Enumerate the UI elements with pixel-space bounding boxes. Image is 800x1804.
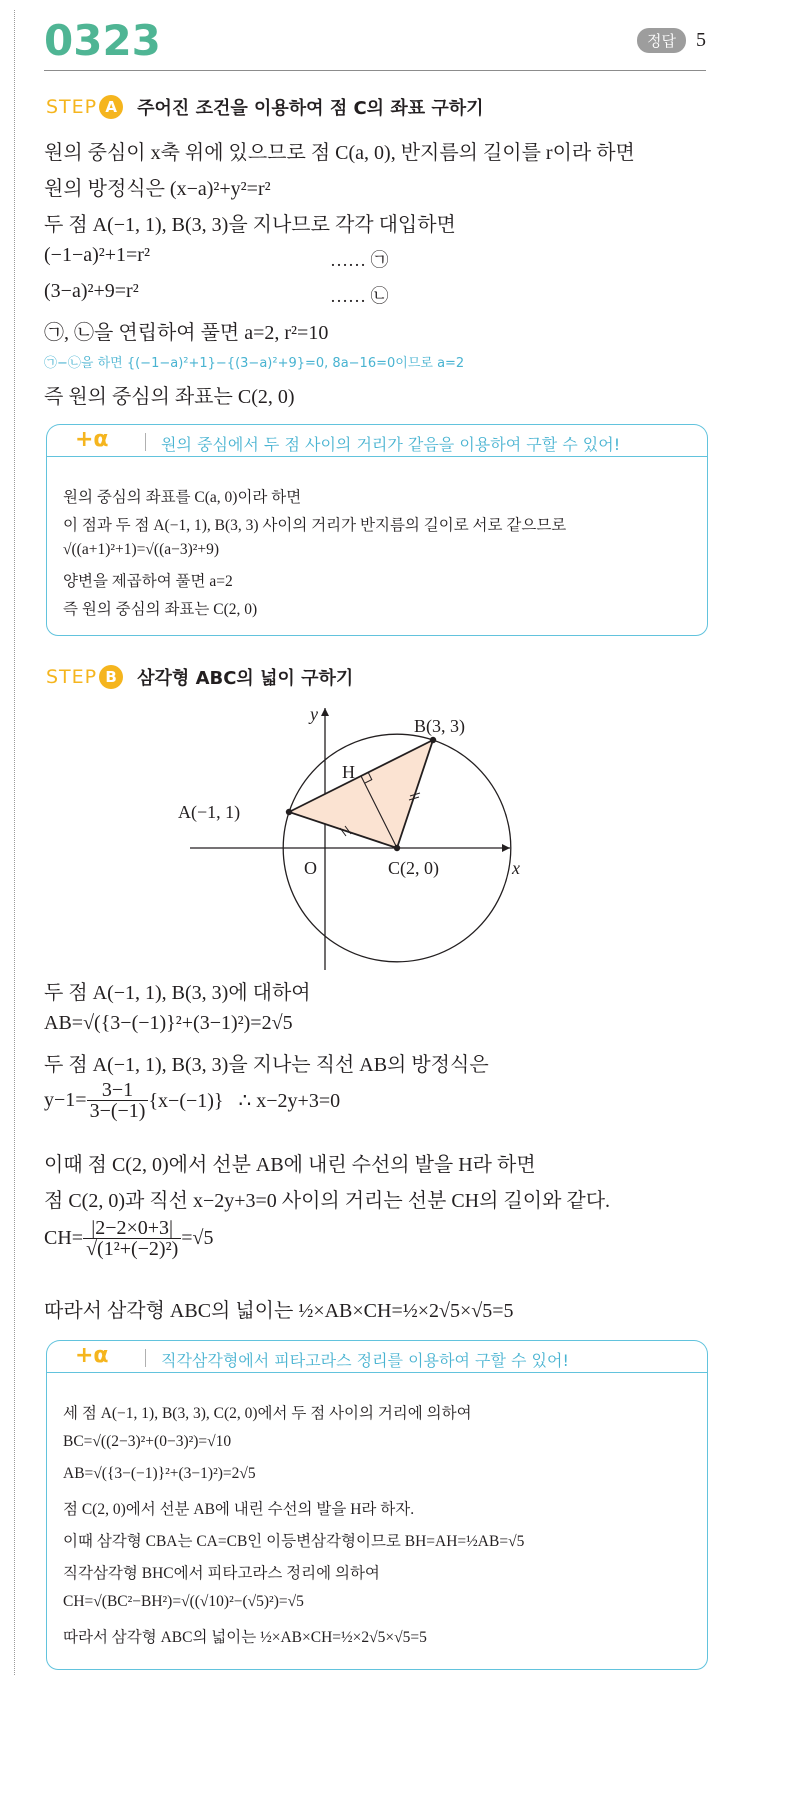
step-b-line-8: 따라서 삼각형 ABC의 넓이는 ½×AB×CH=½×2√5×√5=5 (44, 1300, 514, 1322)
origin-label: O (304, 858, 317, 878)
tip-2-line-7: CH=√(BC²−BH²)=√((√10)²−(√5)²)=√5 (63, 1593, 304, 1610)
equation-2-mark: …… ㉡ (330, 286, 389, 306)
step-a-line-1: 원의 중심이 x축 위에 있으므로 점 C(a, 0), 반지름의 길이를 r이라 하면 (44, 142, 635, 164)
tip-2-line-4: 점 C(2, 0)에서 선분 AB에 내린 수선의 발을 H라 하자. (63, 1501, 415, 1518)
slope-numerator: 3−1 (87, 1080, 149, 1101)
step-b-line-5: 이때 점 C(2, 0)에서 선분 AB에 내린 수선의 발을 H라 하면 (44, 1154, 536, 1176)
tip-1-line-5: 즉 원의 중심의 좌표는 C(2, 0) (63, 601, 258, 618)
question-number: 0323 (44, 16, 161, 65)
slope-denominator: 3−(−1) (89, 1100, 146, 1122)
y-axis-label: y (310, 704, 318, 724)
step-b-line-1: 두 점 A(−1, 1), B(3, 3)에 대하여 (44, 982, 311, 1004)
tip-box-2-title: 직각삼각형에서 피타고라스 정리를 이용하여 구할 수 있어! (161, 1351, 569, 1370)
tip-1-line-1: 원의 중심의 좌표를 C(a, 0)이라 하면 (63, 489, 302, 506)
equation-1-mark: …… ㉠ (330, 250, 389, 270)
distance-fraction (83, 1218, 181, 1259)
step-label: STEP (46, 96, 98, 118)
distance-numerator: |2−2×0+3| (83, 1218, 181, 1239)
plus-alpha-icon: +α (75, 1343, 109, 1368)
point-h-label: H (342, 762, 355, 782)
tip-2-line-2: BC=√((2−3)²+(0−3)²)=√10 (63, 1433, 232, 1450)
step-letter-badge: B (99, 665, 123, 689)
tip-1-line-3: √((a+1)²+1)=√((a−3)²+9) (63, 541, 220, 558)
point-b (430, 737, 436, 743)
tip-2-line-3: AB=√({3−(−1)}²+(3−1)²)=2√5 (63, 1465, 256, 1482)
answer-value: 5 (696, 29, 706, 51)
ch-right: =√5 (181, 1227, 214, 1249)
tip-box-1 (46, 456, 708, 636)
tip-1-line-4: 양변을 제곱하여 풀면 a=2 (63, 573, 233, 590)
line-eq-right: {x−(−1)} ∴ x−2y+3=0 (148, 1090, 341, 1112)
coordinate-figure (178, 700, 550, 970)
margin-dotted-rule (14, 10, 15, 1675)
point-a (286, 809, 292, 815)
tip-2-line-5: 이때 삼각형 CBA는 CA=CB인 이등변삼각형이므로 BH=AH=½AB=√5 (63, 1533, 525, 1550)
step-b-heading (46, 664, 353, 690)
plus-alpha-icon: +α (75, 427, 109, 452)
x-axis-label: x (512, 858, 520, 878)
point-c (394, 845, 400, 851)
line-eq-left: y−1= (44, 1089, 87, 1111)
divider (145, 1349, 146, 1367)
step-letter-badge: A (99, 95, 123, 119)
tip-box-1-title: 원의 중심에서 두 점 사이의 거리가 같음을 이용하여 구할 수 있어! (161, 435, 621, 454)
point-b-label: B(3, 3) (414, 716, 465, 736)
ch-left: CH= (44, 1227, 84, 1249)
distance-denominator: √(1²+(−2)²) (86, 1238, 179, 1260)
tip-2-line-8: 따라서 삼각형 ABC의 넓이는 ½×AB×CH=½×2√5×√5=5 (63, 1629, 427, 1646)
slope-fraction (87, 1080, 149, 1121)
answer-badge: 정답 (637, 28, 686, 53)
step-a-line-4: ㉠, ㉡을 연립하여 풀면 a=2, r²=10 (44, 322, 329, 344)
tip-box-2 (46, 1372, 708, 1670)
triangle-abc (289, 740, 433, 848)
tip-box-1-header (46, 424, 708, 457)
tip-2-line-6: 직각삼각형 BHC에서 피타고라스 정리에 의하여 (63, 1565, 380, 1582)
step-b-line-7 (44, 1218, 214, 1259)
step-a-line-2: 원의 방정식은 (x−a)²+y²=r² (44, 178, 271, 200)
tip-1-line-2: 이 점과 두 점 A(−1, 1), B(3, 3) 사이의 거리가 반지름의 길이로 서로 같으므로 (63, 517, 567, 534)
tip-box-2-header (46, 1340, 708, 1373)
step-b-line-3: 두 점 A(−1, 1), B(3, 3)을 지나는 직선 AB의 방정식은 (44, 1054, 489, 1076)
step-label: STEP (46, 666, 98, 688)
tip-2-line-1: 세 점 A(−1, 1), B(3, 3), C(2, 0)에서 두 점 사이의 거리에 의하여 (63, 1405, 472, 1422)
point-c-label: C(2, 0) (388, 858, 439, 878)
step-title: 삼각형 ABC의 넓이 구하기 (137, 668, 354, 689)
equation-1: (−1−a)²+1=r² (44, 244, 150, 266)
step-b-line-6: 점 C(2, 0)과 직선 x−2y+3=0 사이의 거리는 선분 CH의 길이와 같다. (44, 1190, 611, 1212)
x-axis-arrow (502, 844, 510, 852)
step-b-line-2: AB=√({3−(−1)}²+(3−1)²)=2√5 (44, 1012, 293, 1034)
point-a-label: A(−1, 1) (178, 802, 241, 822)
step-a-note: ㉠−㉡을 하면 {(−1−a)²+1}−{(3−a)²+9}=0, 8a−16=0이므로 a=2 (44, 356, 465, 371)
divider (145, 433, 146, 451)
question-header (44, 14, 706, 71)
y-axis-arrow (321, 708, 329, 716)
step-a-heading (46, 94, 484, 120)
step-b-line-4 (44, 1080, 340, 1121)
equation-2: (3−a)²+9=r² (44, 280, 139, 302)
step-title: 주어진 조건을 이용하여 점 C의 좌표 구하기 (137, 98, 484, 119)
answer-area (637, 28, 706, 53)
step-a-line-3: 두 점 A(−1, 1), B(3, 3)을 지나므로 각각 대입하면 (44, 214, 456, 236)
step-a-line-5: 즉 원의 중심의 좌표는 C(2, 0) (44, 386, 295, 408)
